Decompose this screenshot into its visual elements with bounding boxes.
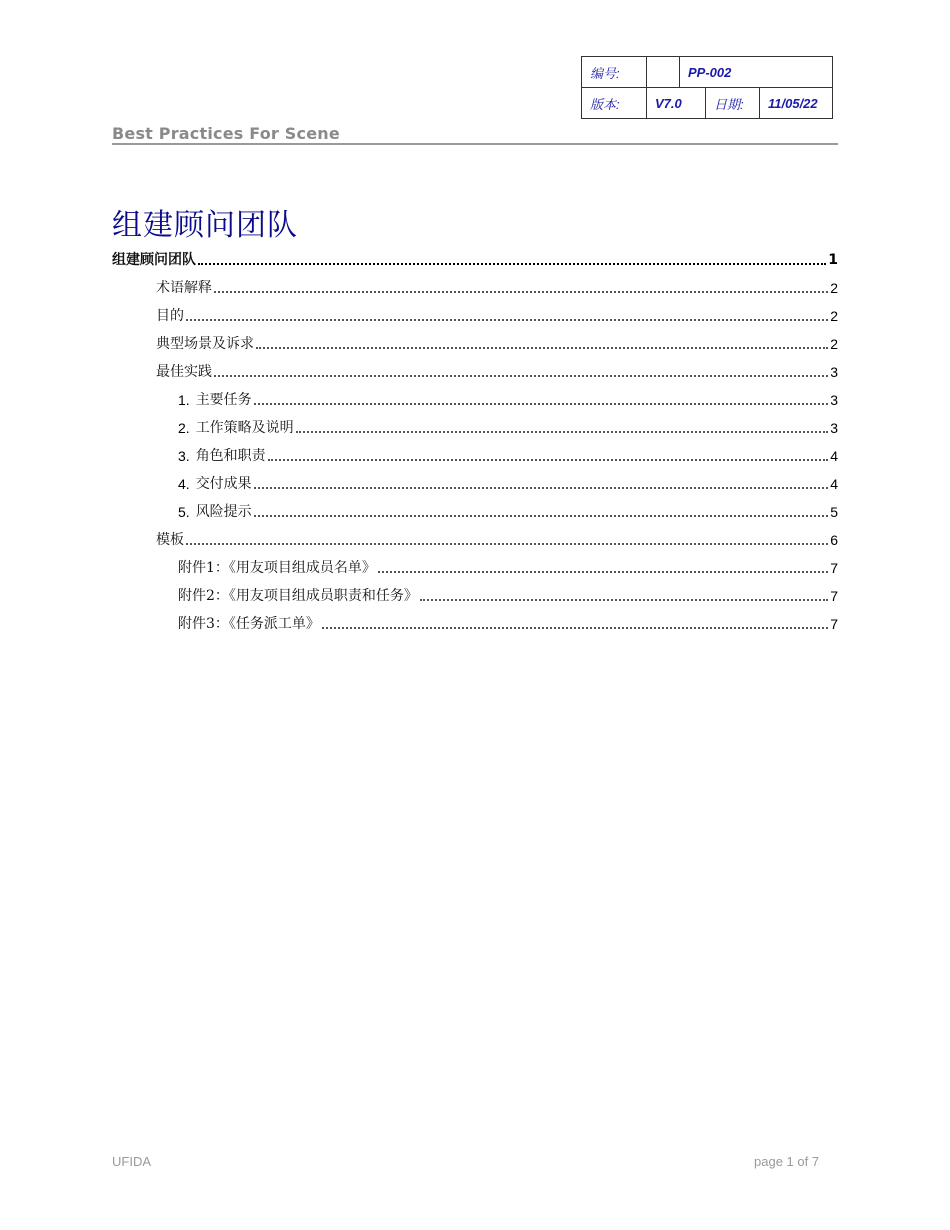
toc-entry-title: 工作策略及说明 — [195, 420, 294, 436]
toc-entry-title: 附件3：《任务派工单》 — [178, 616, 320, 632]
toc-entry[interactable] — [112, 612, 838, 634]
toc-entry-page: 2 — [830, 308, 838, 324]
toc-entry-title: 最佳实践 — [156, 364, 212, 380]
header-title: Best Practices For Scene — [112, 124, 340, 143]
toc-entry-title: 模板 — [156, 532, 184, 548]
number-label: 编号: — [582, 57, 647, 88]
toc-entry[interactable] — [112, 332, 838, 354]
toc-entry-page: 4 — [830, 448, 838, 464]
toc-entry-title: 目的 — [156, 308, 184, 324]
toc-entry[interactable] — [112, 556, 838, 578]
toc-entry-number: 3. — [178, 448, 190, 464]
toc-entry[interactable] — [112, 500, 838, 522]
document-meta-table — [581, 56, 833, 119]
footer-company: UFIDA — [112, 1154, 151, 1169]
toc-entry-page: 2 — [830, 280, 838, 296]
meta-row-version — [582, 88, 833, 119]
number-value: PP-002 — [680, 57, 833, 88]
toc-entry[interactable] — [112, 444, 838, 466]
toc-entry[interactable] — [112, 360, 838, 382]
toc-entry-number: 4. — [178, 476, 190, 492]
toc-entry[interactable] — [112, 584, 838, 606]
toc-entry-title: 附件1：《用友项目组成员名单》 — [178, 560, 376, 576]
date-label: 日期: — [706, 88, 760, 119]
toc-entry-title: 组建顾问团队 — [112, 252, 196, 268]
toc-entry[interactable] — [112, 472, 838, 494]
meta-empty-cell — [647, 57, 680, 88]
toc-entry-page: 7 — [830, 616, 838, 632]
toc-dot-leader — [198, 263, 826, 265]
toc-entry[interactable] — [112, 248, 838, 270]
toc-dot-leader — [214, 375, 828, 377]
toc-entry-page: 3 — [830, 420, 838, 436]
toc-entry-page: 3 — [830, 364, 838, 380]
toc-entry[interactable] — [112, 276, 838, 298]
toc-entry[interactable] — [112, 416, 838, 438]
toc-entry-title: 术语解释 — [156, 280, 212, 296]
toc-entry-title: 交付成果 — [195, 476, 252, 492]
toc-dot-leader — [378, 571, 828, 573]
toc-entry-page: 7 — [830, 588, 838, 604]
toc-entry-page: 2 — [830, 336, 838, 352]
toc-entry-number: 5. — [178, 504, 190, 520]
meta-row-number — [582, 57, 833, 88]
toc-entry-number: 1. — [178, 392, 190, 408]
toc-entry-page: 4 — [830, 476, 838, 492]
toc-entry-title: 主要任务 — [195, 392, 252, 408]
toc-dot-leader — [214, 291, 828, 293]
toc-entry-page: 7 — [830, 560, 838, 576]
toc-dot-leader — [322, 627, 828, 629]
toc-dot-leader — [296, 431, 829, 433]
header-divider — [112, 143, 838, 145]
toc-dot-leader — [186, 319, 828, 321]
footer-page-number: page 1 of 7 — [754, 1154, 820, 1169]
toc-entry-page: 5 — [830, 504, 838, 520]
toc-dot-leader — [254, 403, 829, 405]
toc-entry[interactable] — [112, 304, 838, 326]
version-label: 版本: — [582, 88, 647, 119]
toc-entry-title: 附件2：《用友项目组成员职责和任务》 — [178, 588, 418, 604]
toc-dot-leader — [420, 599, 828, 601]
toc-dot-leader — [186, 543, 828, 545]
document-title: 组建顾问团队 — [112, 208, 298, 243]
toc-entry-title: 角色和职责 — [195, 448, 266, 464]
toc-entry-title: 典型场景及诉求 — [156, 336, 254, 352]
version-value: V7.0 — [647, 88, 706, 119]
toc-entry-title: 风险提示 — [195, 504, 252, 520]
toc-entry[interactable] — [112, 388, 838, 410]
toc-entry-page: 3 — [830, 392, 838, 408]
toc-entry-page: 1 — [828, 252, 838, 268]
toc-dot-leader — [256, 347, 828, 349]
toc-dot-leader — [254, 515, 829, 517]
toc-entry-number: 2. — [178, 420, 190, 436]
toc-entry[interactable] — [112, 528, 838, 550]
date-value: 11/05/22 — [760, 88, 833, 119]
toc-dot-leader — [268, 459, 829, 461]
toc-entry-page: 6 — [830, 532, 838, 548]
toc-dot-leader — [254, 487, 829, 489]
